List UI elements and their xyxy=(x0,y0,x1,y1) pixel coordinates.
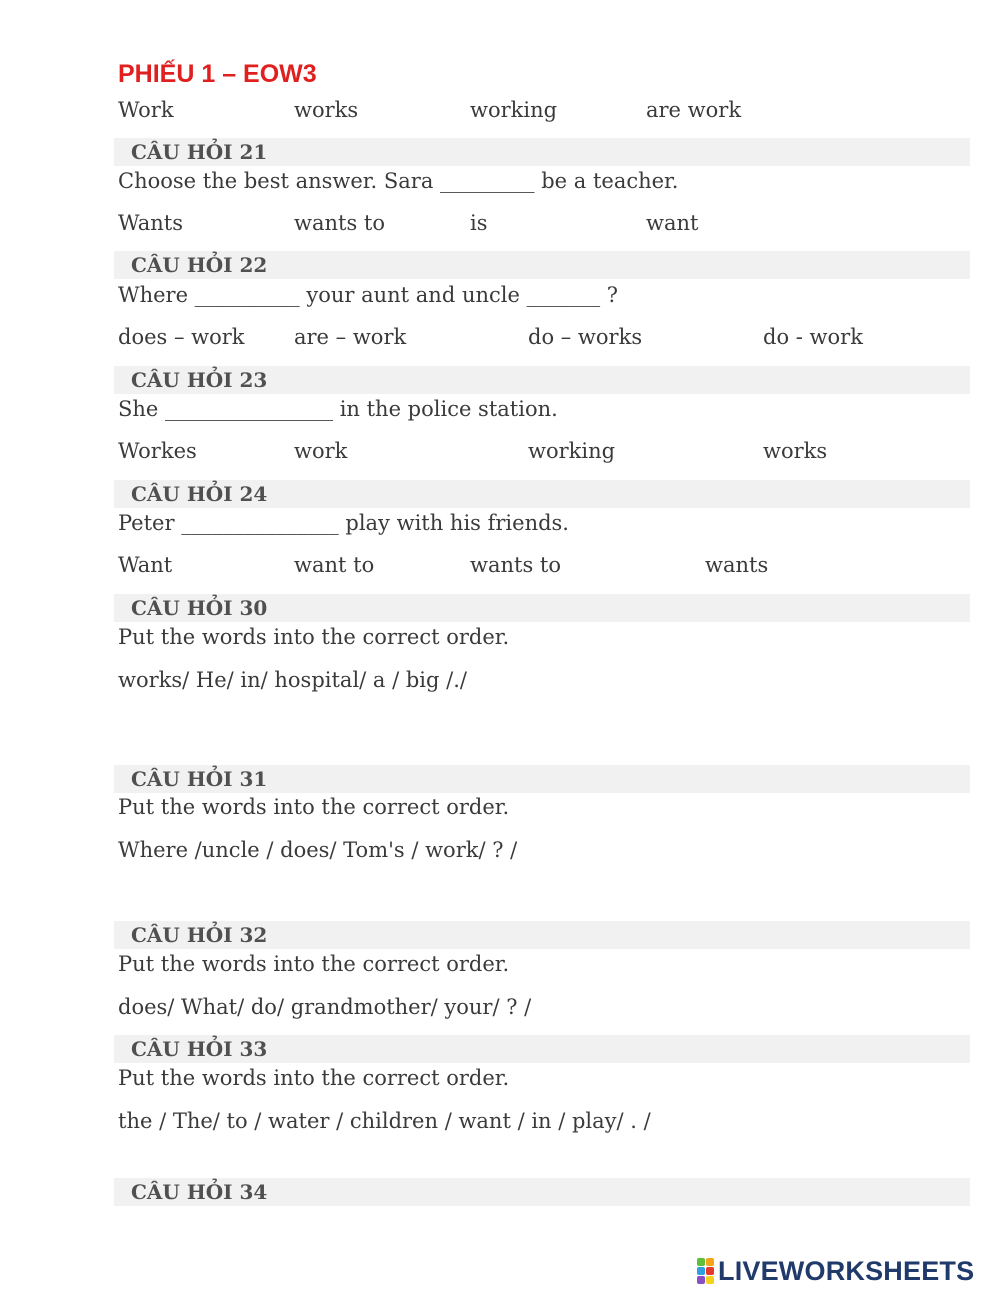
option[interactable]: does – work xyxy=(118,325,245,349)
question-label: CÂU HỎI 33 xyxy=(131,1037,268,1061)
question-header-31 xyxy=(114,765,970,793)
option[interactable]: Want xyxy=(118,553,173,577)
option[interactable]: wants to xyxy=(470,553,561,577)
option[interactable]: do - work xyxy=(763,325,863,349)
worksheet-title: PHIẾU 1 – EOW3 xyxy=(118,60,317,88)
option[interactable]: works xyxy=(763,439,828,463)
question-header-30 xyxy=(114,594,970,622)
option[interactable]: work xyxy=(294,439,348,463)
option[interactable]: working xyxy=(528,439,616,463)
scrambled-words-31: Where /uncle / does/ Tom's / work/ ? / xyxy=(118,838,518,862)
question-prompt-30: Put the words into the correct order. xyxy=(118,625,510,649)
question-label: CÂU HỎI 31 xyxy=(131,767,268,791)
question-prompt-23: She ________________ in the police station. xyxy=(118,397,558,421)
question-label: CÂU HỎI 24 xyxy=(131,482,268,506)
option[interactable]: working xyxy=(470,98,558,122)
question-prompt-22: Where __________ your aunt and uncle _______ ? xyxy=(118,283,619,307)
liveworksheets-logo xyxy=(697,1256,974,1286)
logo-tile xyxy=(697,1267,705,1275)
scrambled-words-32: does/ What/ do/ grandmother/ your/ ? / xyxy=(118,995,532,1019)
question-header-22 xyxy=(114,251,970,279)
logo-tile xyxy=(697,1258,705,1266)
question-header-24 xyxy=(114,480,970,508)
question-header-23 xyxy=(114,366,970,394)
question-prompt-31: Put the words into the correct order. xyxy=(118,795,510,819)
question-prompt-33: Put the words into the correct order. xyxy=(118,1066,510,1090)
logo-tile xyxy=(697,1276,705,1284)
question-header-21 xyxy=(114,138,970,166)
question-header-32 xyxy=(114,921,970,949)
question-header-34 xyxy=(114,1178,970,1206)
logo-tile xyxy=(706,1276,714,1284)
option[interactable]: want to xyxy=(294,553,375,577)
question-label: CÂU HỎI 22 xyxy=(131,253,268,277)
option[interactable]: Work xyxy=(118,98,174,122)
option[interactable]: do – works xyxy=(528,325,643,349)
option[interactable]: are work xyxy=(646,98,742,122)
option[interactable]: wants to xyxy=(294,211,385,235)
question-label: CÂU HỎI 32 xyxy=(131,923,268,947)
question-label: CÂU HỎI 21 xyxy=(131,140,268,164)
question-prompt-24: Peter _______________ play with his friends. xyxy=(118,511,569,535)
option[interactable]: Workes xyxy=(118,439,197,463)
question-prompt-21: Choose the best answer. Sara _________ be a teacher. xyxy=(118,169,679,193)
logo-mark-icon xyxy=(697,1258,714,1284)
scrambled-words-33: the / The/ to / water / children / want / in / play/ . / xyxy=(118,1109,651,1133)
option[interactable]: are – work xyxy=(294,325,407,349)
option[interactable]: wants xyxy=(705,553,769,577)
option[interactable]: Wants xyxy=(118,211,184,235)
option[interactable]: want xyxy=(646,211,699,235)
question-label: CÂU HỎI 34 xyxy=(131,1180,268,1204)
question-prompt-32: Put the words into the correct order. xyxy=(118,952,510,976)
logo-tile xyxy=(706,1258,714,1266)
logo-text: LIVEWORKSHEETS xyxy=(718,1255,975,1286)
option[interactable]: works xyxy=(294,98,359,122)
question-label: CÂU HỎI 30 xyxy=(131,596,268,620)
question-label: CÂU HỎI 23 xyxy=(131,368,268,392)
scrambled-words-30: works/ He/ in/ hospital/ a / big /./ xyxy=(118,668,467,692)
logo-tile xyxy=(706,1267,714,1275)
question-header-33 xyxy=(114,1035,970,1063)
option[interactable]: is xyxy=(470,211,488,235)
